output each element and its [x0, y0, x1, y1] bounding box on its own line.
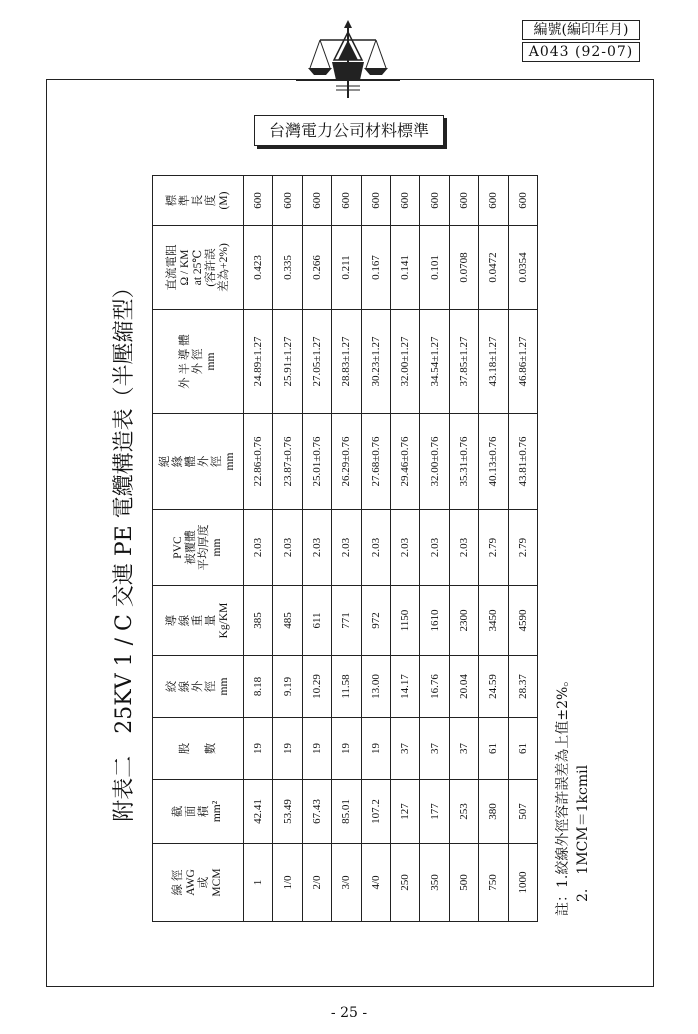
table-cell: 34.54±1.27	[420, 310, 449, 414]
table-cell: 600	[390, 176, 419, 226]
table-cell: 13.00	[361, 656, 390, 718]
table-cell: 4590	[508, 586, 537, 656]
table-cell: 2.03	[390, 510, 419, 586]
column-header: PVC 被覆體 平均厚度 mm	[153, 510, 244, 586]
table-cell: 61	[479, 718, 508, 780]
column-header: 絕 緣 體 外 徑 mm	[153, 414, 244, 510]
table-cell: 600	[273, 176, 302, 226]
table-cell: 53.49	[273, 780, 302, 844]
table-cell: 600	[244, 176, 273, 226]
table-cell: 2.03	[332, 510, 361, 586]
table-cell: 0.423	[244, 226, 273, 310]
table-cell: 19	[332, 718, 361, 780]
table-cell: 26.29±0.76	[332, 414, 361, 510]
table-cell: 2.03	[361, 510, 390, 586]
table-cell: 2.79	[479, 510, 508, 586]
table-cell: 40.13±0.76	[479, 414, 508, 510]
note-1: 註：1.絞線外徑容許誤差為上值±2%。	[555, 672, 571, 916]
table-row	[420, 176, 449, 922]
table-cell: 19	[302, 718, 331, 780]
table-cell: 600	[508, 176, 537, 226]
table-cell: 250	[390, 844, 419, 922]
table-cell: 600	[479, 176, 508, 226]
column-header: 導 線 重 量 Kg/KM	[153, 586, 244, 656]
table-cell: 19	[244, 718, 273, 780]
table-cell: 385	[244, 586, 273, 656]
table-cell: 24.89±1.27	[244, 310, 273, 414]
table-row	[390, 176, 419, 922]
table-cell: 16.76	[420, 656, 449, 718]
table-cell: 2/0	[302, 844, 331, 922]
table-header-row	[153, 176, 244, 922]
table-cell: 2.03	[420, 510, 449, 586]
table-cell: 32.00±1.27	[390, 310, 419, 414]
table-cell: 0.0472	[479, 226, 508, 310]
table-cell: 2.03	[244, 510, 273, 586]
table-cell: 37	[390, 718, 419, 780]
table-row	[244, 176, 273, 922]
table-row	[508, 176, 537, 922]
table-cell: 24.59	[479, 656, 508, 718]
table-cell: 0.141	[390, 226, 419, 310]
table-cell: 14.17	[390, 656, 419, 718]
table-cell: 380	[479, 780, 508, 844]
table-cell: 23.87±0.76	[273, 414, 302, 510]
table-row	[302, 176, 331, 922]
table-cell: 350	[420, 844, 449, 922]
table-cell: 37.85±1.27	[449, 310, 478, 414]
table-cell: 0.167	[361, 226, 390, 310]
column-header: 絞 線 外 徑 mm	[153, 656, 244, 718]
table-cell: 37	[449, 718, 478, 780]
table-cell: 61	[508, 718, 537, 780]
table-cell: 1/0	[273, 844, 302, 922]
table-cell: 0.0708	[449, 226, 478, 310]
table-cell: 20.04	[449, 656, 478, 718]
table-cell: 25.01±0.76	[302, 414, 331, 510]
table-cell: 0.0354	[508, 226, 537, 310]
table-cell: 1000	[508, 844, 537, 922]
table-cell: 8.18	[244, 656, 273, 718]
table-cell: 600	[302, 176, 331, 226]
table-cell: 29.46±0.76	[390, 414, 419, 510]
table-cell: 771	[332, 586, 361, 656]
table-cell: 253	[449, 780, 478, 844]
table-cell: 1	[244, 844, 273, 922]
table-cell: 750	[479, 844, 508, 922]
page-number: - 25 -	[330, 1005, 368, 1021]
table-cell: 37	[420, 718, 449, 780]
table-cell: 2.03	[302, 510, 331, 586]
column-header: 外 半 導 體 外 徑 mm	[153, 310, 244, 414]
column-header: 股 數	[153, 718, 244, 780]
column-header: 標 準 長 度 (M)	[153, 176, 244, 226]
table-row	[449, 176, 478, 922]
table-cell: 0.101	[420, 226, 449, 310]
table-cell: 11.58	[332, 656, 361, 718]
table-cell: 46.86±1.27	[508, 310, 537, 414]
table-cell: 3450	[479, 586, 508, 656]
table-row	[361, 176, 390, 922]
table-cell: 85.01	[332, 780, 361, 844]
table-cell: 67.43	[302, 780, 331, 844]
table-cell: 127	[390, 780, 419, 844]
table-cell: 1150	[390, 586, 419, 656]
rotated-table-section	[112, 176, 591, 922]
table-title: 附表二 25KV 1 / C 交連 PE 電纜構造表（半壓縮型）	[112, 276, 137, 822]
table-cell: 32.00±0.76	[420, 414, 449, 510]
table-cell: 107.2	[361, 780, 390, 844]
table-cell: 30.23±1.27	[361, 310, 390, 414]
table-cell: 600	[420, 176, 449, 226]
table-cell: 22.86±0.76	[244, 414, 273, 510]
table-cell: 600	[332, 176, 361, 226]
table-body	[244, 176, 538, 922]
table-cell: 35.31±0.76	[449, 414, 478, 510]
table-cell: 43.81±0.76	[508, 414, 537, 510]
document-code-value: A043 (92-07)	[522, 42, 640, 62]
table-cell: 4/0	[361, 844, 390, 922]
table-cell: 9.19	[273, 656, 302, 718]
column-header: 截 面 積 mm²	[153, 780, 244, 844]
table-cell: 600	[361, 176, 390, 226]
table-row	[479, 176, 508, 922]
table-cell: 25.91±1.27	[273, 310, 302, 414]
table-cell: 2.03	[449, 510, 478, 586]
column-header: 線 徑 AWG 或 MCM	[153, 844, 244, 922]
table-cell: 10.29	[302, 656, 331, 718]
table-cell: 500	[449, 844, 478, 922]
table-cell: 600	[449, 176, 478, 226]
table-cell: 0.211	[332, 226, 361, 310]
table-row	[273, 176, 302, 922]
table-row	[332, 176, 361, 922]
table-cell: 177	[420, 780, 449, 844]
table-cell: 27.05±1.27	[302, 310, 331, 414]
standard-title: 台灣電力公司材料標準	[254, 115, 444, 146]
table-cell: 3/0	[332, 844, 361, 922]
table-cell: 611	[302, 586, 331, 656]
column-header: 直流電阻 Ω / KM at 25℃ (容許誤 差為+2%)	[153, 226, 244, 310]
document-code-label: 編號(編印年月)	[522, 20, 640, 40]
cable-construction-table	[152, 175, 538, 922]
table-cell: 485	[273, 586, 302, 656]
table-cell: 2.79	[508, 510, 537, 586]
table-cell: 42.41	[244, 780, 273, 844]
table-cell: 507	[508, 780, 537, 844]
table-cell: 28.83±1.27	[332, 310, 361, 414]
table-cell: 0.266	[302, 226, 331, 310]
table-cell: 19	[361, 718, 390, 780]
table-cell: 28.37	[508, 656, 537, 718]
note-2: 2. 1MCM＝1kcmil	[575, 764, 591, 902]
table-cell: 0.335	[273, 226, 302, 310]
table-cell: 2.03	[273, 510, 302, 586]
table-cell: 43.18±1.27	[479, 310, 508, 414]
table-cell: 1610	[420, 586, 449, 656]
table-cell: 972	[361, 586, 390, 656]
table-cell: 19	[273, 718, 302, 780]
table-cell: 2300	[449, 586, 478, 656]
table-cell: 27.68±0.76	[361, 414, 390, 510]
